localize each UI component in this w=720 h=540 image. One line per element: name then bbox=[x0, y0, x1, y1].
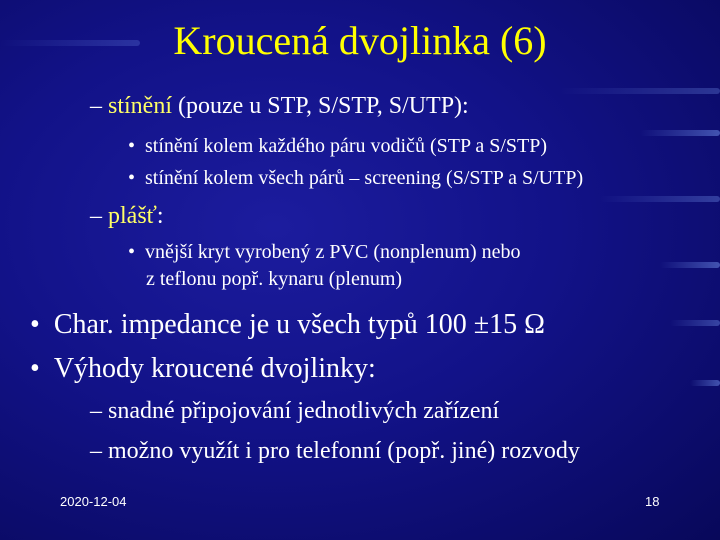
dash: – bbox=[90, 203, 108, 229]
decorative-streak bbox=[560, 88, 720, 94]
list-item bbox=[128, 241, 521, 263]
main-bullet bbox=[30, 310, 545, 341]
list-item bbox=[128, 167, 583, 189]
footer-date: 2020-12-04 bbox=[60, 494, 127, 509]
sub-item-text: : bbox=[156, 203, 164, 229]
sub-item-text: (pouze u STP, S/STP, S/UTP): bbox=[172, 93, 469, 119]
bullet: • bbox=[30, 353, 40, 384]
bullet: • bbox=[128, 167, 136, 189]
decorative-streak bbox=[640, 130, 720, 136]
decorative-streak bbox=[660, 262, 720, 268]
decorative-streak bbox=[690, 380, 720, 386]
list-item-text: stínění kolem všech párů – screening (S/STP a S/UTP) bbox=[145, 167, 584, 189]
bullet: • bbox=[128, 135, 136, 157]
highlight-term: stínění bbox=[108, 93, 172, 119]
dash: – bbox=[90, 93, 108, 119]
main-bullet bbox=[30, 354, 376, 385]
list-item-text: stínění kolem každého páru vodičů (STP a S/STP) bbox=[145, 135, 547, 157]
advantage-item: – možno využít i pro telefonní (popř. jiné) rozvody bbox=[90, 438, 580, 464]
decorative-streak bbox=[670, 320, 720, 326]
decorative-streak bbox=[600, 196, 720, 202]
main-bullet-text: Výhody kroucené dvojlinky: bbox=[53, 353, 376, 384]
advantage-item: – snadné připojování jednotlivých zařízení bbox=[90, 398, 500, 424]
list-item-text: vnější kryt vyrobený z PVC (nonplenum) nebo bbox=[145, 241, 521, 263]
sub-item-shielding bbox=[90, 93, 469, 119]
main-bullet-text: Char. impedance je u všech typů 100 ±15 Ω bbox=[53, 309, 545, 340]
list-item bbox=[128, 135, 547, 157]
slide-title: Kroucená dvojlinka (6) bbox=[173, 18, 547, 63]
highlight-term: plášť bbox=[108, 203, 157, 229]
bullet: • bbox=[30, 309, 40, 340]
sub-item-jacket bbox=[90, 203, 164, 229]
bullet: • bbox=[128, 241, 136, 263]
list-item-continuation: z teflonu popř. kynaru (plenum) bbox=[146, 268, 403, 290]
page-number: 18 bbox=[645, 494, 660, 509]
